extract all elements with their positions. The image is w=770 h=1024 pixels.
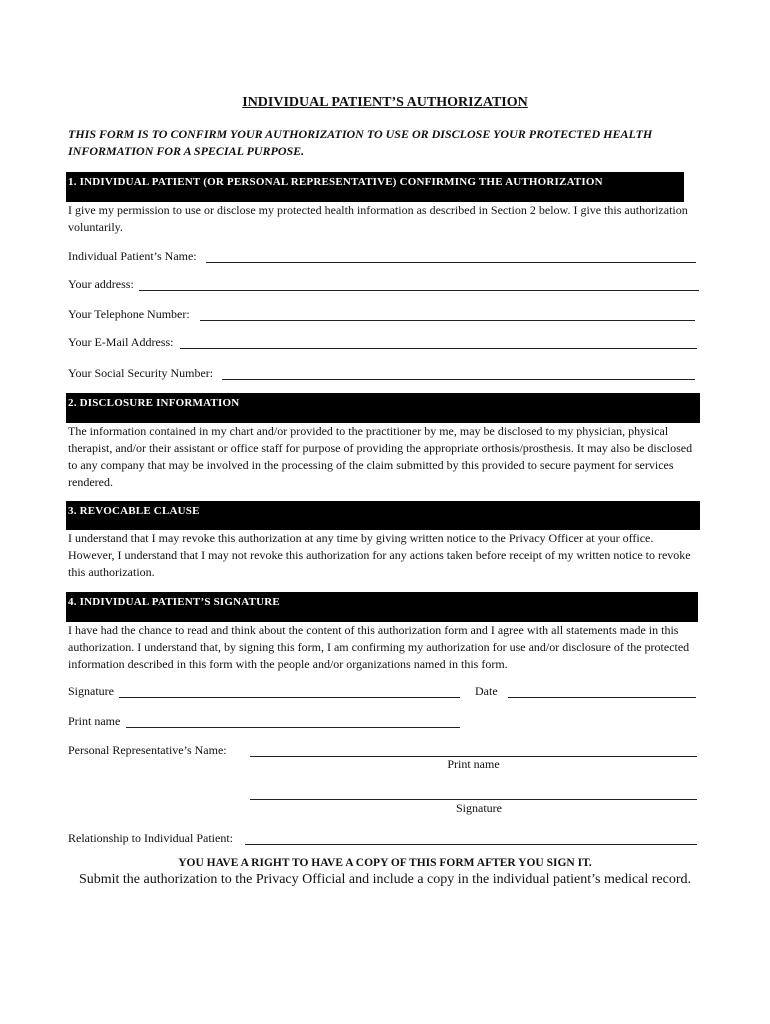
date-label: Date xyxy=(475,684,498,698)
section-1-text: I give my permission to use or disclose my protected health information as described in Section 2 below. I give this authorization voluntarily. xyxy=(68,203,688,234)
relationship-field[interactable] xyxy=(245,844,697,845)
section-1-heading: 1. INDIVIDUAL PATIENT (OR PERSONAL REPRESENTATIVE) CONFIRMING THE AUTHORIZATION xyxy=(66,172,684,202)
patient-name-field[interactable] xyxy=(206,262,696,263)
print-name-label: Print name xyxy=(68,714,121,728)
copy-right-notice: YOU HAVE A RIGHT TO HAVE A COPY OF THIS FORM AFTER YOU SIGN IT. xyxy=(178,857,592,869)
patient-name-label: Individual Patient’s Name: xyxy=(68,249,197,263)
address-label: Your address: xyxy=(68,277,134,291)
rep-signature-caption: Signature xyxy=(456,801,502,815)
signature-label: Signature xyxy=(68,684,114,698)
section-4-heading: 4. INDIVIDUAL PATIENT’S SIGNATURE xyxy=(66,592,698,622)
section-2-text: The information contained in my chart and/or provided to the practitioner by me, may be disclosed to my physician, physical therapist, and/or their assistant or office staff for purpose of providing the appropriate orthosis/prosthesis. It may also be disclosed to any company that may be involved in the processing of the claim submitted by this provided to secure payment for services rendered. xyxy=(68,424,693,489)
print-name-field[interactable] xyxy=(126,727,460,728)
section-4-text: I have had the chance to read and think about the content of this authorization form and I agree with all statements made in this authorization. I understand that, by signing this form, I am confirming my authorization for use and/or disclosure of the protected information described in this form with the people and/or organizations named in this form. xyxy=(68,623,690,671)
telephone-field[interactable] xyxy=(200,320,695,321)
signature-field[interactable] xyxy=(119,697,460,698)
section-3-text: I understand that I may revoke this authorization at any time by giving written notice to the Privacy Officer at your office. However, I understand that I may not revoke this authorization for any actions taken before receipt of my written notice to revoke this authorization. xyxy=(68,531,691,579)
relationship-label: Relationship to Individual Patient: xyxy=(68,831,233,845)
form-title: INDIVIDUAL PATIENT’S AUTHORIZATION xyxy=(242,95,528,110)
ssn-label: Your Social Security Number: xyxy=(68,366,214,380)
section-2-heading: 2. DISCLOSURE INFORMATION xyxy=(66,393,700,423)
address-field[interactable] xyxy=(139,290,699,291)
submit-instructions: Submit the authorization to the Privacy Official and include a copy in the individual patient’s medical record. xyxy=(78,872,692,887)
rep-name-label: Personal Representative’s Name: xyxy=(68,743,227,757)
telephone-label: Your Telephone Number: xyxy=(68,307,190,321)
date-field[interactable] xyxy=(508,697,696,698)
email-label: Your E-Mail Address: xyxy=(68,335,174,349)
section-3-heading: 3. REVOCABLE CLAUSE xyxy=(66,501,700,530)
email-field[interactable] xyxy=(180,348,697,349)
ssn-field[interactable] xyxy=(222,379,695,380)
rep-signature-field[interactable] xyxy=(250,799,697,800)
form-intro: THIS FORM IS TO CONFIRM YOUR AUTHORIZATION TO USE OR DISCLOSE YOUR PROTECTED HEALTH INFORMATION FOR A SPECIAL PURPOSE. xyxy=(68,127,653,158)
rep-print-name-caption: Print name xyxy=(447,757,500,771)
